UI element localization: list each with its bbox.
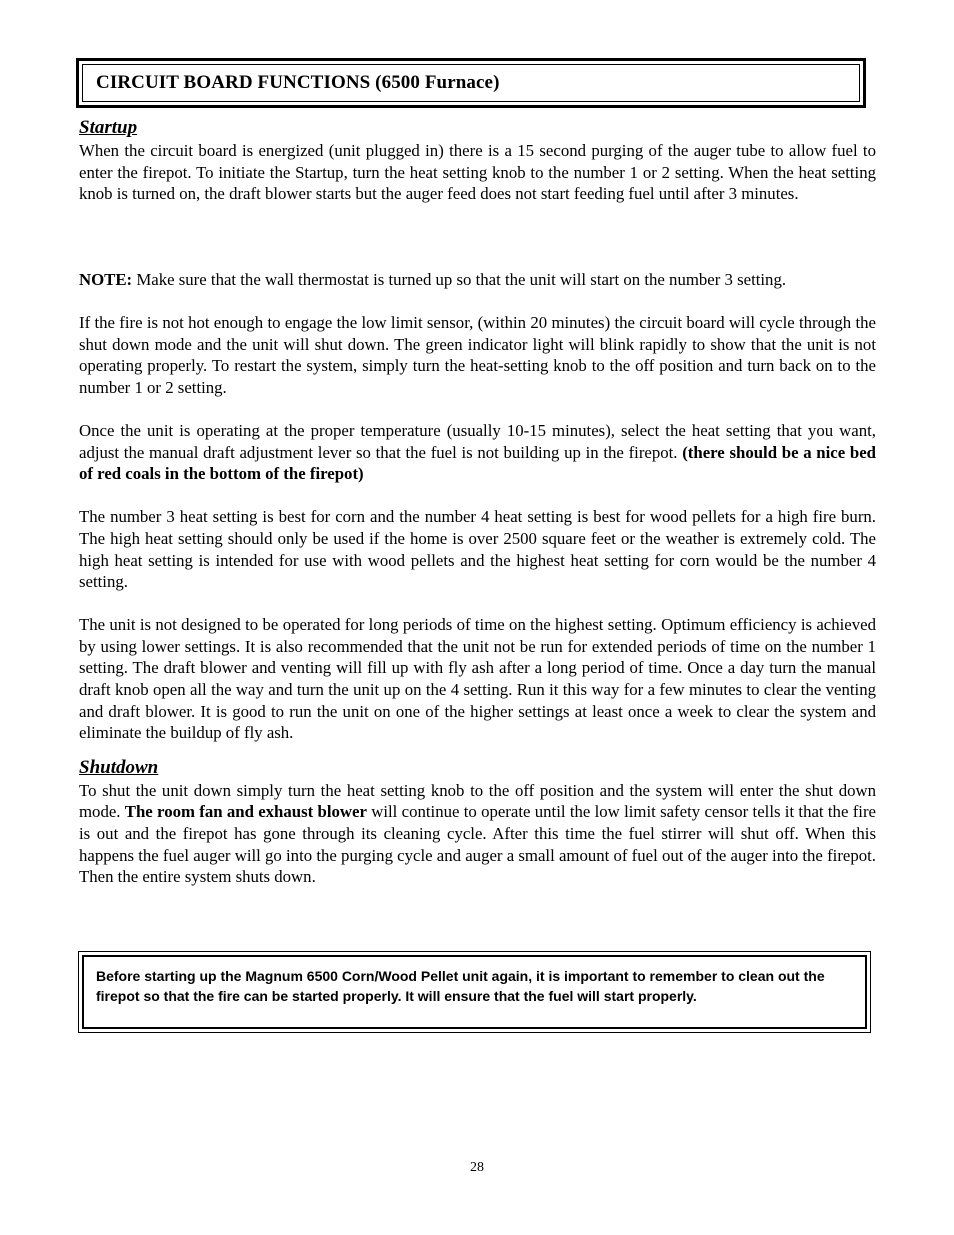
note-label: NOTE: [79,269,133,289]
shutdown-text-before: To shut the unit down simply turn the heat setting knob to the off position and the system will enter the shut down mode. [79,780,876,822]
note-text: Make sure that the wall thermostat is turned up so that the unit will start on the number 3 setting. [132,269,787,289]
startup-paragraph-4: The number 3 heat setting is best for corn and the number 4 heat setting is best for wood pellets for a high fire burn. The high heat setting should only be used if the home is over 2500 square feet or the weather is extremely cold. The high heat setting is intended for use with wood pellets and the highest heat setting for corn would be the number 4 setting. [79,507,876,592]
notice-box-inner [82,955,867,1029]
startup-heading: Startup [79,117,138,138]
startup-paragraph-3 [79,420,876,485]
page-title: CIRCUIT BOARD FUNCTIONS (6500 Furnace) [96,72,500,93]
spacer [79,398,876,420]
title-box-inner [82,64,860,102]
paragraph-3-text: Once the unit is operating at the proper temperature (usually 10-15 minutes), select the heat setting that you want, adjust the manual draft adjustment lever so that the fuel is not building up in the firepot. [79,420,876,462]
spacer [79,593,876,615]
main-content [79,116,876,888]
page-number: 28 [470,1160,484,1175]
spacer [79,290,876,312]
title-box [76,58,866,108]
startup-paragraph-5: The unit is not designed to be operated for long periods of time on the highest setting. Optimum efficiency is achieved by using lower settings. It is also recommended that the unit not be run for extended periods of time on the number 1 setting. The draft blower and venting will fill up with fly ash after a long period of time. Once a day turn the manual draft knob open all the way and turn the unit up on the 4 setting. Run it this way for a few minutes to clear the venting and draft blower. It is good to run the unit on one of the higher settings at least once a week to clear the system and eliminate the buildup of fly ash. [79,615,876,743]
spacer [79,205,876,269]
spacer [79,744,876,756]
note-paragraph [79,269,876,291]
shutdown-text-after: will continue to operate until the low limit safety censor tells it that the fire is out and the firepot has gone through its cleaning cycle. After this time the fuel stirrer will shut off. When this happens the fuel auger will go into the purging cycle and auger a small amount of fuel out of the auger into the firepot. Then the entire system shuts down. [79,802,876,887]
shutdown-paragraph [79,780,876,888]
shutdown-heading: Shutdown [79,756,159,778]
notice-box [78,951,871,1033]
paragraph-3-bold: (there should be a nice bed of red coals in the bottom of the firepot) [79,442,876,484]
notice-text: Before starting up the Magnum 6500 Corn/Wood Pellet unit again, it is important to remember to clean out the firepot so that the fire can be started properly. It will ensure that the fuel will start properly. [96,968,825,1004]
shutdown-bold-phrase: The room fan and exhaust blower [124,802,367,822]
startup-paragraph-1: When the circuit board is energized (unit plugged in) there is a 15 second purging of the auger tube to allow fuel to enter the firepot. To initiate the Startup, turn the heat setting knob to the number 1 or 2 setting. When the heat setting knob is turned on, the draft blower starts but the auger feed does not start feeding fuel until after 3 minutes. [79,141,876,204]
startup-paragraph-2: If the fire is not hot enough to engage the low limit sensor, (within 20 minutes) the circuit board will cycle through the shut down mode and the unit will shut down. The green indicator light will blink rapidly to show that the unit is not operating properly. To restart the system, simply turn the heat-setting knob to the off position and turn back on to the number 1 or 2 setting. [79,312,876,397]
spacer [79,485,876,507]
